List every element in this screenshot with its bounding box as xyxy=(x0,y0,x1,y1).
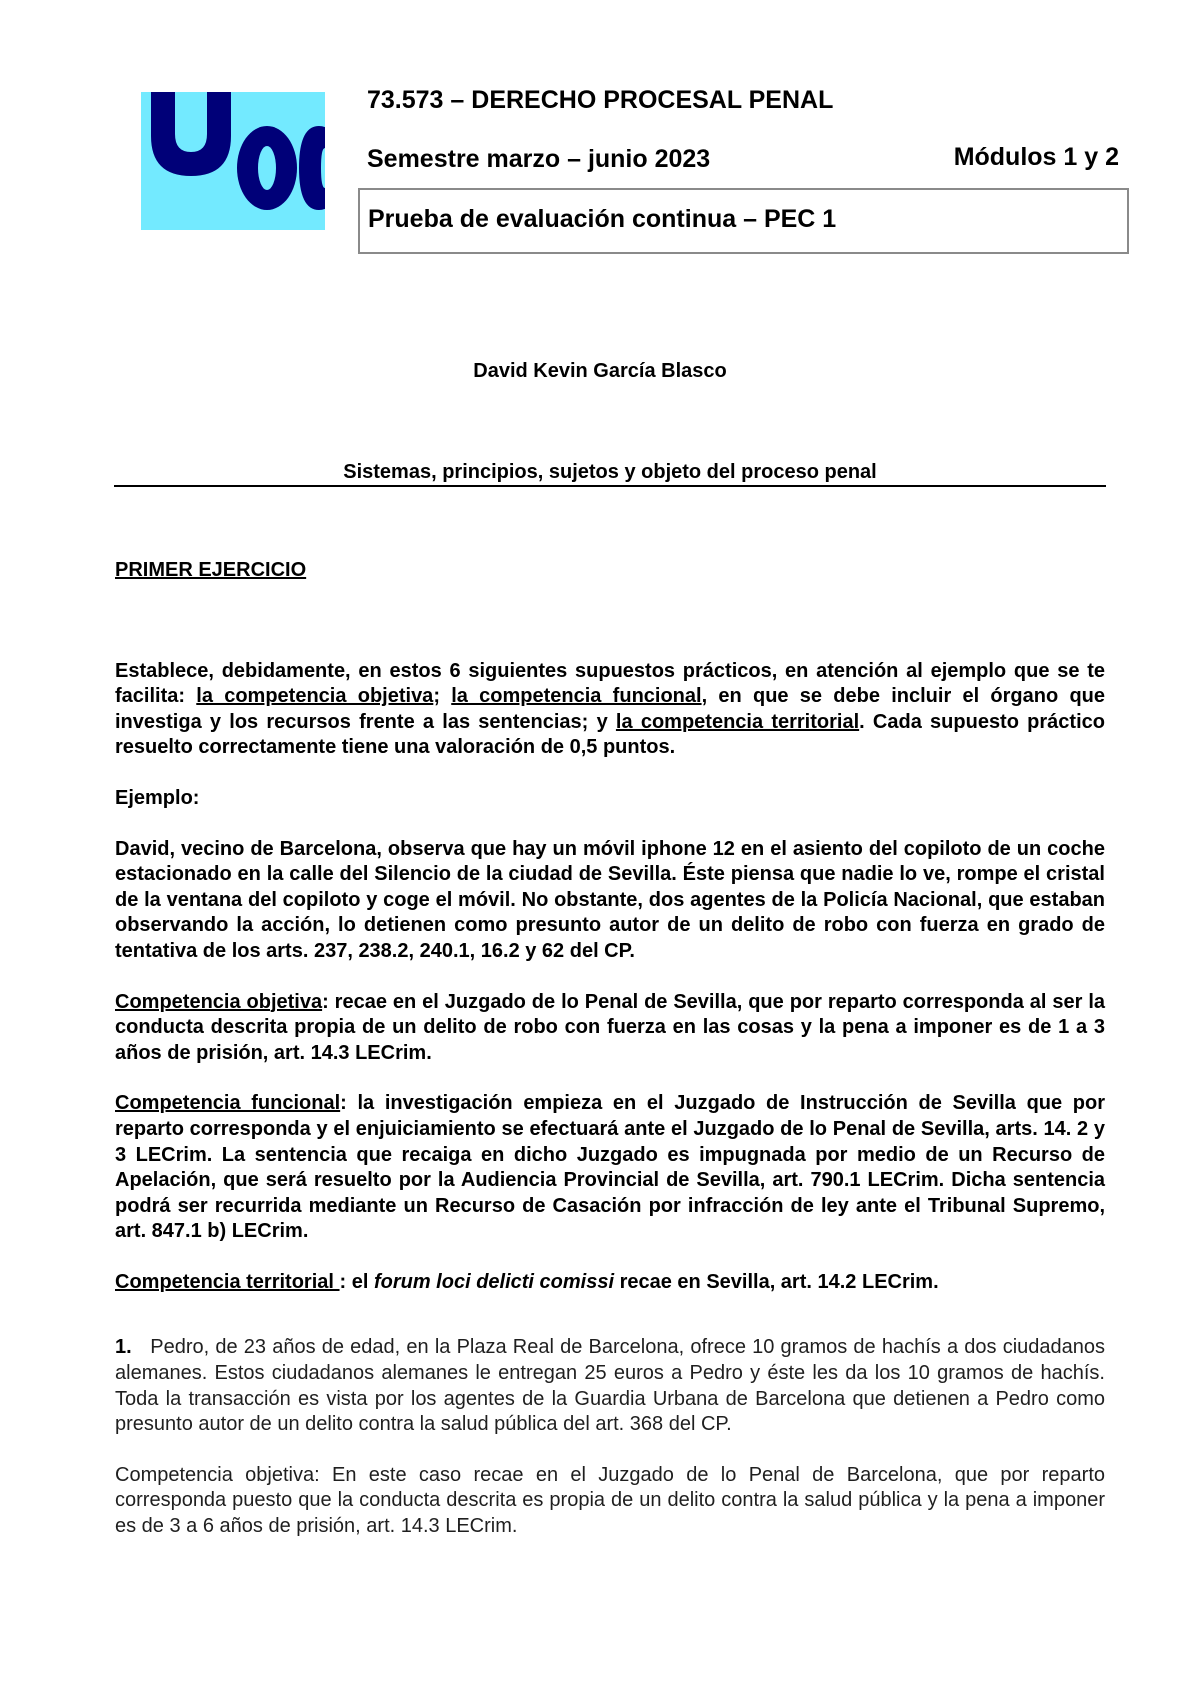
pec-title: Prueba de evaluación continua – PEC 1 xyxy=(368,205,837,233)
example-label: Ejemplo: xyxy=(115,786,200,809)
semester-label: Semestre marzo – junio 2023 xyxy=(367,145,711,173)
competencia-territorial-label: Competencia territorial xyxy=(115,1270,340,1293)
uoc-logo xyxy=(141,92,325,230)
competencia-objetiva-label: Competencia objetiva xyxy=(115,990,323,1013)
document-body xyxy=(115,558,1111,1540)
author-name: David Kevin García Blasco xyxy=(473,360,727,382)
modules-label: Módulos 1 y 2 xyxy=(953,143,1119,171)
competencia-funcional-label: Competencia funcional xyxy=(115,1092,341,1115)
topic-title: Sistemas, principios, sujetos y objeto del proceso penal xyxy=(343,461,877,483)
competencia-territorial-paragraph: Competencia territorial : el forum loci delicti comissi recae en Sevilla, art. 14.2 LECrim. xyxy=(115,1270,939,1293)
uoc-logo-mark xyxy=(141,92,325,230)
competencia-funcional-paragraph: Competencia funcional: la investigación empieza en el Juzgado de Instrucción de Sevilla que por reparto corresponda y el enjuiciamiento se efectuará ante el Juzgado de lo Penal de Sevilla, arts. 14. 2 y 3 LECrim. La sentencia que recaiga en dicho Juzgado es impugnada por medio de un Recurso de Apelación, que será resuelto por la Audiencia Provincial de Sevilla, art. 790.1 LECrim. Dicha sentencia podrá ser recurrida mediante un Recurso de Casación por infracción de ley ante el Tribunal Supremo, art. 847.1 b) LECrim. xyxy=(115,1092,1106,1243)
exercise-instructions: Establece, debidamente, en estos 6 siguientes supuestos prácticos, en atención al ejemplo que se te facilita: la competencia objetiva; la competencia funcional, en que se debe incluir el órgano que investiga y los recursos frente a las sentencias; y la competencia territorial. Cada supuesto práctico resuelto correctamente tiene una valoración de 0,5 puntos. xyxy=(115,659,1106,759)
pec-title-box xyxy=(358,188,1129,254)
example-case: David, vecino de Barcelona, observa que hay un móvil iphone 12 en el asiento del copiloto de un coche estacionado en la calle del Silencio de la ciudad de Sevilla. Éste piensa que nadie lo ve, rompe el cristal de la ventana del copiloto y coge el móvil. No obstante, dos agentes de la Policía Nacional, que estaban observando la acción, lo detienen como presunto autor de un delito de robo con fuerza en grado de tentativa de los arts. 237, 238.2, 240.1, 16.2 y 62 del CP. xyxy=(115,837,1105,962)
section-divider xyxy=(114,485,1106,487)
competencia-objetiva-paragraph: Competencia objetiva: recae en el Juzgado de lo Penal de Sevilla, que por reparto corresponda al ser la conducta descrita propia de un delito de robo con fuerza en las cosas y la pena a imponer es de 1 a 3 años de prisión, art. 14.3 LECrim. xyxy=(115,990,1105,1064)
case-1: 1. Pedro, de 23 años de edad, en la Plaza Real de Barcelona, ofrece 10 gramos de hachís a dos ciudadanos alemanes. Estos ciudadanos alemanes le entregan 25 euros a Pedro y éste les da los 10 gramos de hachís. Toda la transacción es vista por los agentes de la Guardia Urbana de Barcelona que detienen a Pedro como presunto autor de un delito contra la salud pública del art. 368 del CP. xyxy=(115,1336,1111,1436)
course-title: 73.573 – DERECHO PROCESAL PENAL xyxy=(367,86,834,114)
exercise-heading: PRIMER EJERCICIO xyxy=(115,559,307,581)
case-1-answer: Competencia objetiva: En este caso recae en el Juzgado de lo Penal de Barcelona, que por reparto corresponda puesto que la conducta descrita es propia de un delito contra la salud pública y la pena a imponer es de 3 a 6 años de prisión, art. 14.3 LECrim. xyxy=(115,1463,1105,1538)
case-number: 1. xyxy=(115,1336,132,1359)
